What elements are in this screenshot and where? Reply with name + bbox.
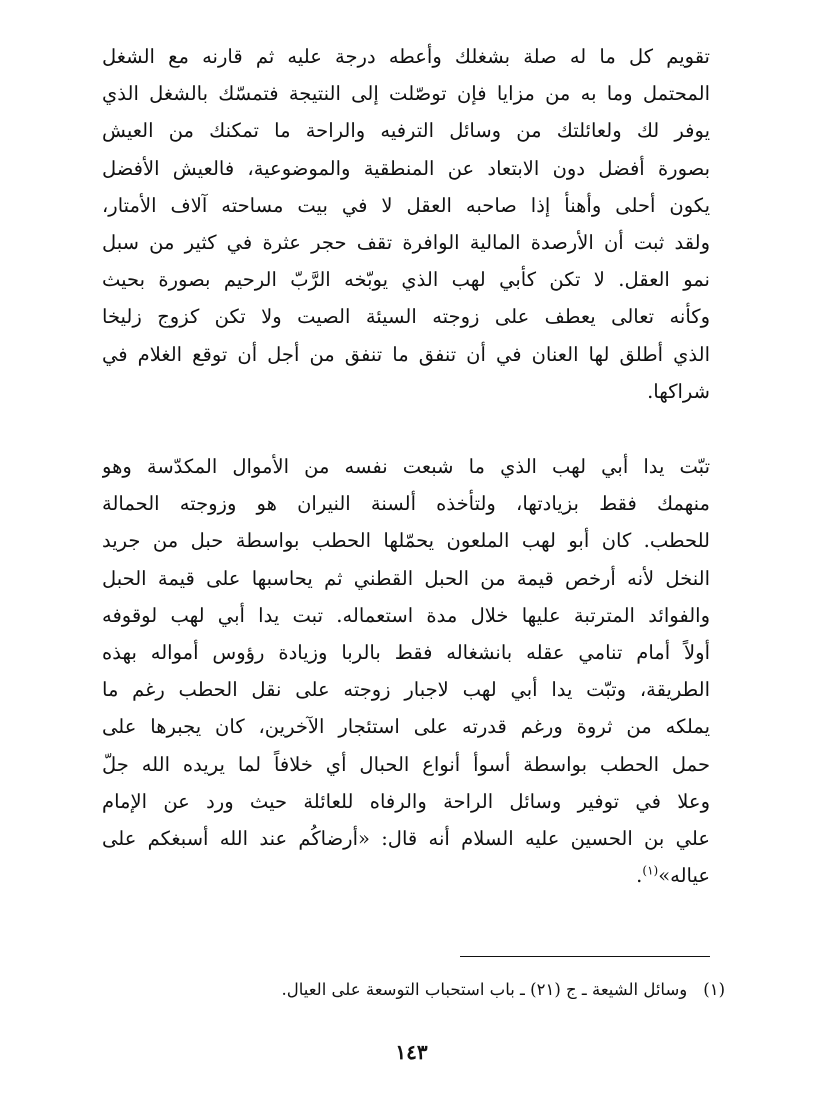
paragraph-1 (102, 38, 710, 410)
footnote-number: (١) (703, 980, 725, 999)
paragraph-line: منهمك فقط بزيادتها، ولتأخذه ألسنة النيران هو وزوجته الحمالة (102, 492, 710, 516)
footnote (281, 978, 725, 1002)
quote-end-text: عياله» (658, 864, 710, 888)
paragraph-line: يملكه من ثروة ورغم قدرته على استئجار الآخرين، كان يجبرها على (102, 715, 710, 739)
closing-period: . (636, 864, 643, 888)
paragraph-line: علي بن الحسين عليه السلام أنه قال: «أرضاكُم عند الله أسبغكم على (102, 826, 710, 850)
footnote-text: وسائل الشيعة ـ ج (٢١) ـ باب استحباب التوسعة على العيال. (281, 980, 688, 999)
paragraph-line: الطريقة، وتبّت يدا أبي لهب لاجبار زوجته على نقل الحطب رغم ما (102, 678, 710, 702)
paragraph-line: حمل الحطب بواسطة أسوأ أنواع الحبال أي خلافاً لما يريده الله جلّ (102, 752, 710, 776)
paragraph-line: تقويم كل ما له صلة بشغلك وأعطه درجة عليه ثم قارنه مع الشغل (102, 45, 710, 68)
paragraph-line: النخل لأنه أرخص قيمة من الحبل القطني ثم يحاسبها على قيمة الحبل (102, 566, 710, 590)
paragraph-line: بصورة أفضل دون الابتعاد عن المنطقية والموضوعية، فالعيش الأفضل (102, 156, 710, 180)
footnote-reference[interactable]: (١) (642, 863, 659, 878)
paragraph-line: شراكها. (647, 379, 710, 403)
paragraph-line: ولقد ثبت أن الأرصدة المالية الوافرة تقف حجر عثرة في كثير من سبل (102, 230, 710, 254)
paragraph-line: للحطب. كان أبو لهب الملعون يحمّلها الحطب بواسطة حبل من جريد (102, 529, 710, 553)
paragraph-line: يكون أحلى وأهنأ إذا صاحبه العقل لا في بيت مساحته آلاف الأمتار، (102, 193, 710, 217)
paragraph-2 (102, 448, 710, 894)
paragraph-line: وعلا في توفير وسائل الراحة والرفاه للعائلة حيث ورد عن الإمام (102, 789, 710, 813)
paragraph-line: المحتمل وما به من مزايا فإن توصّلت إلى النتيجة فتمسّك بالشغل الذي (102, 82, 710, 106)
paragraph-line: نمو العقل. لا تكن كأبي لهب الذي يوبّخه الرَّبّ الرحيم بصورة بحيث (102, 268, 710, 292)
page-number: ١٤٣ (395, 1040, 428, 1064)
paragraph-last-line (102, 857, 710, 894)
paragraph-line: يوفر لك ولعائلتك من وسائل الترفيه والراحة ما تمكنك من العيش (102, 119, 710, 143)
paragraph-line: أولاً أمام تنامي عقله بانشغاله فقط بالربا وزيادة رؤوس أمواله بهذه (102, 640, 710, 664)
paragraph-line: والفوائد المترتبة عليها خلال مدة استعماله. تبت يدا أبي لهب لوقوفه (102, 603, 710, 627)
paragraph-line: الذي أطلق لها العنان في أن تنفق ما تنفق من أجل أن توقع الغلام في (102, 342, 710, 366)
footnote-divider (460, 956, 710, 957)
paragraph-line: تبّت يدا أبي لهب الذي ما شبعت نفسه من الأموال المكدّسة وهو (102, 455, 710, 478)
paragraph-line: وكأنه تعالى يعطف على زوجته السيئة الصيت ولا تكن كزوج زليخا (102, 305, 710, 329)
